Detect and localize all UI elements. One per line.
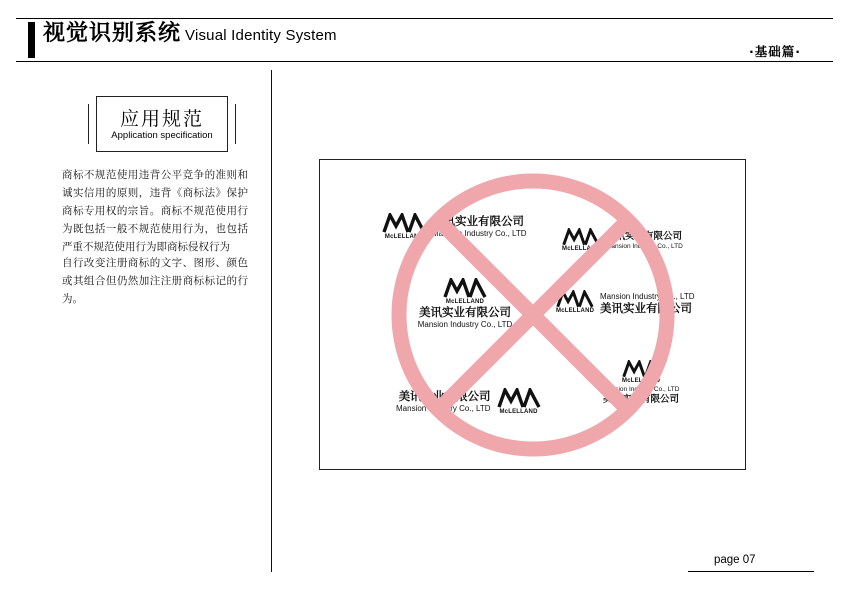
logo-company-cn-5: 美讯实业有限公司 xyxy=(398,389,491,403)
logo-text-5 xyxy=(396,390,491,414)
logo-wordmark-2: McLELLAND xyxy=(562,246,601,252)
logo-lockup-2 xyxy=(562,228,683,253)
mclelland-logo-icon-6 xyxy=(622,360,660,385)
logo-wordmark-5: McLELLAND xyxy=(499,409,538,415)
logo-lockup-4 xyxy=(556,290,695,315)
logo-text-1 xyxy=(432,215,527,239)
logo-company-cn-4: 美讯实业有限公司 xyxy=(600,300,692,315)
logo-company-cn-1: 美讯实业有限公司 xyxy=(432,214,524,228)
header-accent-bar xyxy=(28,22,35,58)
sidebar-paragraph-2: 自行改变注册商标的文字、图形、颜色或其组合但仍然加注注册商标标记的行为。 xyxy=(62,257,248,305)
section-badge-title-en: Application specification xyxy=(111,130,213,141)
sidebar-paragraph-1: 商标不规范使用违背公平竞争的准则和诚实信用的原则，违背《商标法》保护商标专用权的宗旨。商标不规范使用行为既包括一般不规范使用行为，也包括严重不规范使用行为即商标侵权行为 xyxy=(62,169,248,253)
mclelland-logo-icon-4 xyxy=(556,290,594,315)
header-top-rule xyxy=(16,18,833,19)
column-divider xyxy=(271,70,272,572)
logo-company-cn-6: 美讯实业有限公司 xyxy=(602,394,679,405)
page-footer xyxy=(0,554,849,574)
mclelland-logo-icon-3 xyxy=(443,278,487,306)
logo-lockup-3 xyxy=(392,278,538,330)
logo-company-en-4: Mansion Industry Co., LTD xyxy=(600,291,695,301)
logo-wordmark-4: McLELLAND xyxy=(556,308,595,314)
incorrect-usage-panel xyxy=(319,159,746,470)
logo-text-2 xyxy=(606,231,683,251)
logo-wordmark-1: McLELLAND xyxy=(384,234,424,240)
logo-lockup-1 xyxy=(382,213,527,241)
logo-wordmark-3: McLELLAND xyxy=(445,299,485,305)
mclelland-logo-icon-2 xyxy=(562,228,600,253)
logo-company-en-5: Mansion Industry Co., LTD xyxy=(396,404,491,413)
mclelland-logo-icon-1 xyxy=(382,213,426,241)
header-section-label: ·基础篇· xyxy=(749,44,801,59)
logo-company-en-1: Mansion Industry Co., LTD xyxy=(432,229,527,238)
sidebar xyxy=(0,62,272,562)
page-title-en: Visual Identity System xyxy=(185,27,337,44)
section-badge-title-cn: 应用规范 xyxy=(119,108,204,130)
logo-company-en-3: Mansion Industry Co., LTD xyxy=(417,320,513,329)
logo-text-6 xyxy=(578,385,704,405)
footer-rule xyxy=(688,571,814,572)
page-title-cn: 视觉识别系统 xyxy=(43,21,182,46)
logo-company-en-2: Mansion Industry Co., LTD xyxy=(606,242,683,250)
logo-wordmark-6: McLELLAND xyxy=(622,378,661,384)
logo-company-en-6: Mansion Industry Co., LTD xyxy=(602,386,680,393)
section-badge xyxy=(88,96,236,152)
page-number: page 07 xyxy=(714,554,756,566)
header-title-block xyxy=(43,23,337,45)
logo-text-4 xyxy=(600,291,695,315)
page-header xyxy=(0,18,849,62)
logo-text-3 xyxy=(392,306,538,330)
logo-lockup-5 xyxy=(396,388,541,416)
mclelland-logo-icon-5 xyxy=(497,388,541,416)
logo-company-cn-3: 美讯实业有限公司 xyxy=(419,305,511,319)
logo-lockup-6 xyxy=(578,360,704,405)
logo-company-cn-2: 美讯实业有限公司 xyxy=(606,230,683,242)
